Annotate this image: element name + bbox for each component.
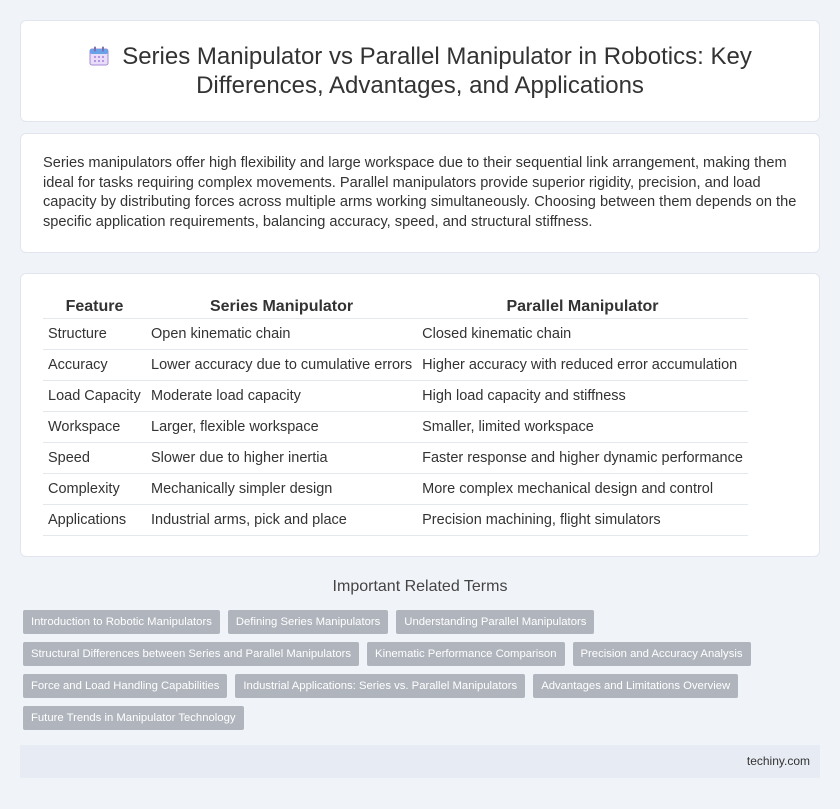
tag-row bbox=[23, 610, 818, 634]
intro-card bbox=[20, 133, 820, 253]
table-row bbox=[43, 381, 748, 412]
feature-cell: Accuracy bbox=[43, 350, 146, 381]
related-tag[interactable]: Industrial Applications: Series vs. Parallel Manipulators bbox=[235, 674, 525, 698]
calendar-icon bbox=[88, 45, 110, 67]
header-series: Series Manipulator bbox=[146, 296, 417, 319]
series-cell: Lower accuracy due to cumulative errors bbox=[146, 350, 417, 381]
related-tag[interactable]: Understanding Parallel Manipulators bbox=[396, 610, 594, 634]
comparison-card bbox=[20, 273, 820, 557]
related-tag[interactable]: Force and Load Handling Capabilities bbox=[23, 674, 227, 698]
feature-cell: Applications bbox=[43, 505, 146, 536]
feature-cell: Structure bbox=[43, 319, 146, 350]
title-card bbox=[20, 20, 820, 122]
parallel-cell: Closed kinematic chain bbox=[417, 319, 748, 350]
tag-row bbox=[23, 674, 818, 698]
table-row bbox=[43, 474, 748, 505]
feature-cell: Speed bbox=[43, 443, 146, 474]
related-tag[interactable]: Precision and Accuracy Analysis bbox=[573, 642, 751, 666]
related-tag[interactable]: Structural Differences between Series and Parallel Manipulators bbox=[23, 642, 359, 666]
table-header-row bbox=[43, 296, 748, 319]
header-feature: Feature bbox=[43, 296, 146, 319]
series-cell: Industrial arms, pick and place bbox=[146, 505, 417, 536]
page-title: Series Manipulator vs Parallel Manipulator in Robotics: Key Differences, Advantages, and Applications bbox=[122, 43, 752, 99]
header-parallel: Parallel Manipulator bbox=[417, 296, 748, 319]
table-row bbox=[43, 443, 748, 474]
tag-row bbox=[23, 642, 818, 666]
related-tag[interactable]: Kinematic Performance Comparison bbox=[367, 642, 564, 666]
related-tag[interactable]: Advantages and Limitations Overview bbox=[533, 674, 738, 698]
feature-cell: Workspace bbox=[43, 412, 146, 443]
parallel-cell: Precision machining, flight simulators bbox=[417, 505, 748, 536]
table-row bbox=[43, 412, 748, 443]
feature-cell: Complexity bbox=[43, 474, 146, 505]
footer-site[interactable]: techiny.com bbox=[746, 754, 810, 768]
related-tag[interactable]: Future Trends in Manipulator Technology bbox=[23, 706, 244, 730]
parallel-cell: Higher accuracy with reduced error accumulation bbox=[417, 350, 748, 381]
series-cell: Larger, flexible workspace bbox=[146, 412, 417, 443]
parallel-cell: More complex mechanical design and control bbox=[417, 474, 748, 505]
series-cell: Mechanically simpler design bbox=[146, 474, 417, 505]
comparison-table bbox=[43, 296, 748, 536]
related-terms-title: Important Related Terms bbox=[332, 578, 508, 595]
related-terms-tags bbox=[23, 610, 818, 738]
parallel-cell: Smaller, limited workspace bbox=[417, 412, 748, 443]
related-tag[interactable]: Defining Series Manipulators bbox=[228, 610, 388, 634]
parallel-cell: Faster response and higher dynamic performance bbox=[417, 443, 748, 474]
page-title-wrap bbox=[21, 42, 819, 100]
series-cell: Open kinematic chain bbox=[146, 319, 417, 350]
feature-cell: Load Capacity bbox=[43, 381, 146, 412]
parallel-cell: High load capacity and stiffness bbox=[417, 381, 748, 412]
table-row bbox=[43, 350, 748, 381]
table-row bbox=[43, 505, 748, 536]
footer bbox=[20, 745, 820, 778]
series-cell: Slower due to higher inertia bbox=[146, 443, 417, 474]
related-tag[interactable]: Introduction to Robotic Manipulators bbox=[23, 610, 220, 634]
table-row bbox=[43, 319, 748, 350]
tag-row bbox=[23, 706, 818, 730]
series-cell: Moderate load capacity bbox=[146, 381, 417, 412]
intro-text: Series manipulators offer high flexibility and large workspace due to their sequential link arrangement, making them ideal for tasks requiring complex movements. Parallel manipulators provide superior rigidity, precision, and load capacity by distributing forces across multiple arms working simultaneously. Choosing between them depends on the specific application requirements, balancing accuracy, speed, and structural stiffness. bbox=[43, 155, 797, 230]
